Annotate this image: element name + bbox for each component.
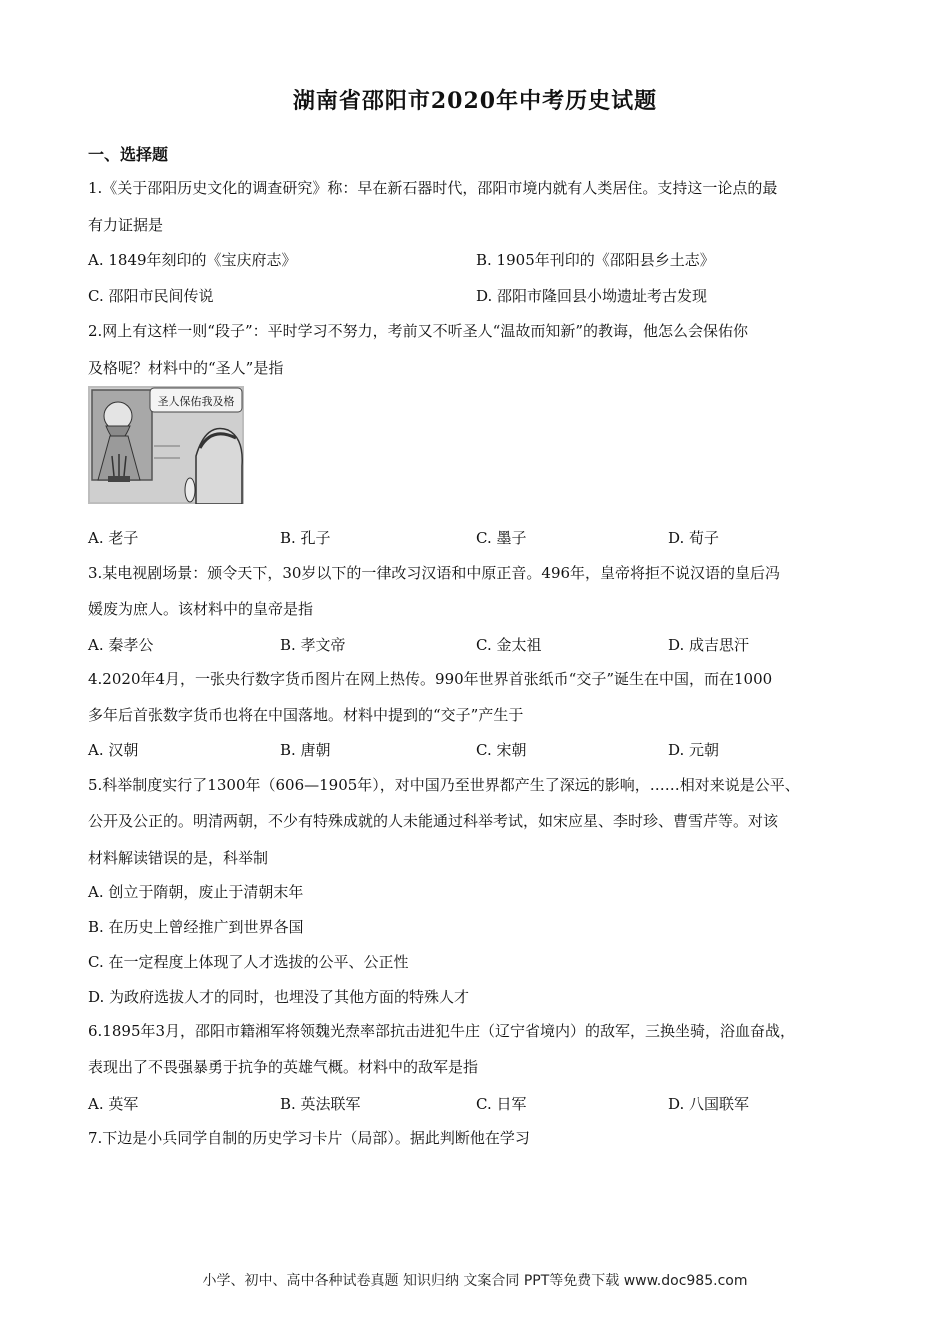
section-heading: 一、选择题 <box>88 145 169 164</box>
q4-stem-line1: 4.2020年4月，一张央行数字货币图片在网上热传。990年世界首张纸币“交子”诞生在中国，而在1000 <box>88 670 773 688</box>
q7-stem-line1: 7.下边是小兵同学自制的历史学习卡片（局部）。据此判断他在学习 <box>88 1129 530 1147</box>
q2-stem-line2: 及格呢？材料中的“圣人”是指 <box>88 359 284 377</box>
q3-stem-line1: 3.某电视剧场景：颁令天下，30岁以下的一律改习汉语和中原正音。496年，皇帝将拒不说汉语的皇后冯 <box>88 564 781 582</box>
q4-option-d: D. 元朝 <box>668 741 720 759</box>
q1-stem-line1: 1.《关于邵阳历史文化的调查研究》称：早在新石器时代，邵阳市境内就有人类居住。支持这一论点的最 <box>88 179 778 197</box>
q5-stem-line1: 5.科举制度实行了1300年（606—1905年），对中国乃至世界都产生了深远的影响，……相对来说是公平、 <box>88 776 800 794</box>
q4-option-c: C. 宋朝 <box>476 741 527 759</box>
q3-option-d: D. 成吉思汗 <box>668 636 750 654</box>
q3-option-c: C. 金太祖 <box>476 636 542 654</box>
cartoon-image <box>88 386 244 504</box>
q6-stem-line1: 6.1895年3月，邵阳市籍湘军将领魏光焘率部抗击进犯牛庄（辽宁省境内）的敌军，三换坐骑，浴血奋战， <box>88 1022 796 1040</box>
q1-option-b: B. 1905年刊印的《邵阳县乡土志》 <box>476 251 715 269</box>
q3-stem-line2: 媛废为庶人。该材料中的皇帝是指 <box>88 600 314 618</box>
q3-option-b: B. 孝文帝 <box>280 636 346 654</box>
q5-option-d: D. 为政府选拔人才的同时，也埋没了其他方面的特殊人才 <box>88 988 470 1006</box>
q1-option-d: D. 邵阳市隆回县小坳遗址考古发现 <box>476 287 708 305</box>
q2-option-b: B. 孔子 <box>280 529 331 547</box>
q6-option-c: C. 日军 <box>476 1095 527 1113</box>
q6-option-b: B. 英法联军 <box>280 1095 361 1113</box>
cartoon-speech-text: 圣人保佑我及格 <box>157 395 235 408</box>
q2-option-d: D. 荀子 <box>668 529 720 547</box>
q6-option-a: A. 英军 <box>88 1095 139 1113</box>
q5-stem-line2: 公开及公正的。明清两朝，不少有特殊成就的人未能通过科举考试，如宋应星、李时珍、曹雪芹等。对该 <box>88 812 779 830</box>
q1-stem-line2: 有力证据是 <box>88 216 164 234</box>
q6-stem-line2: 表现出了不畏强暴勇于抗争的英雄气概。材料中的敌军是指 <box>88 1058 479 1076</box>
q6-option-d: D. 八国联军 <box>668 1095 750 1113</box>
page-title: 湖南省邵阳市2020年中考历史试题 <box>292 88 658 114</box>
q5-option-c: C. 在一定程度上体现了人才选拔的公平、公正性 <box>88 953 409 971</box>
q4-option-b: B. 唐朝 <box>280 741 331 759</box>
q2-option-a: A. 老子 <box>88 529 139 547</box>
q2-option-c: C. 墨子 <box>476 529 527 547</box>
q2-stem-line1: 2.网上有这样一则“段子”：平时学习不努力，考前又不听圣人“温故而知新”的教诲，他怎么会保佑你 <box>88 322 748 340</box>
q1-option-a: A. 1849年刻印的《宝庆府志》 <box>88 251 297 269</box>
q4-option-a: A. 汉朝 <box>88 741 139 759</box>
q5-stem-line3: 材料解读错误的是，科举制 <box>88 849 269 867</box>
footer-text: 小学、初中、高中各种试卷真题 知识归纳 文案合同 PPT等免费下载 www.doc985.com <box>202 1273 748 1289</box>
q1-option-c: C. 邵阳市民间传说 <box>88 287 214 305</box>
q5-option-a: A. 创立于隋朝，废止于清朝末年 <box>88 883 304 901</box>
q5-option-b: B. 在历史上曾经推广到世界各国 <box>88 918 304 936</box>
q4-stem-line2: 多年后首张数字货币也将在中国落地。材料中提到的“交子”产生于 <box>88 706 524 724</box>
q3-option-a: A. 秦孝公 <box>88 636 154 654</box>
